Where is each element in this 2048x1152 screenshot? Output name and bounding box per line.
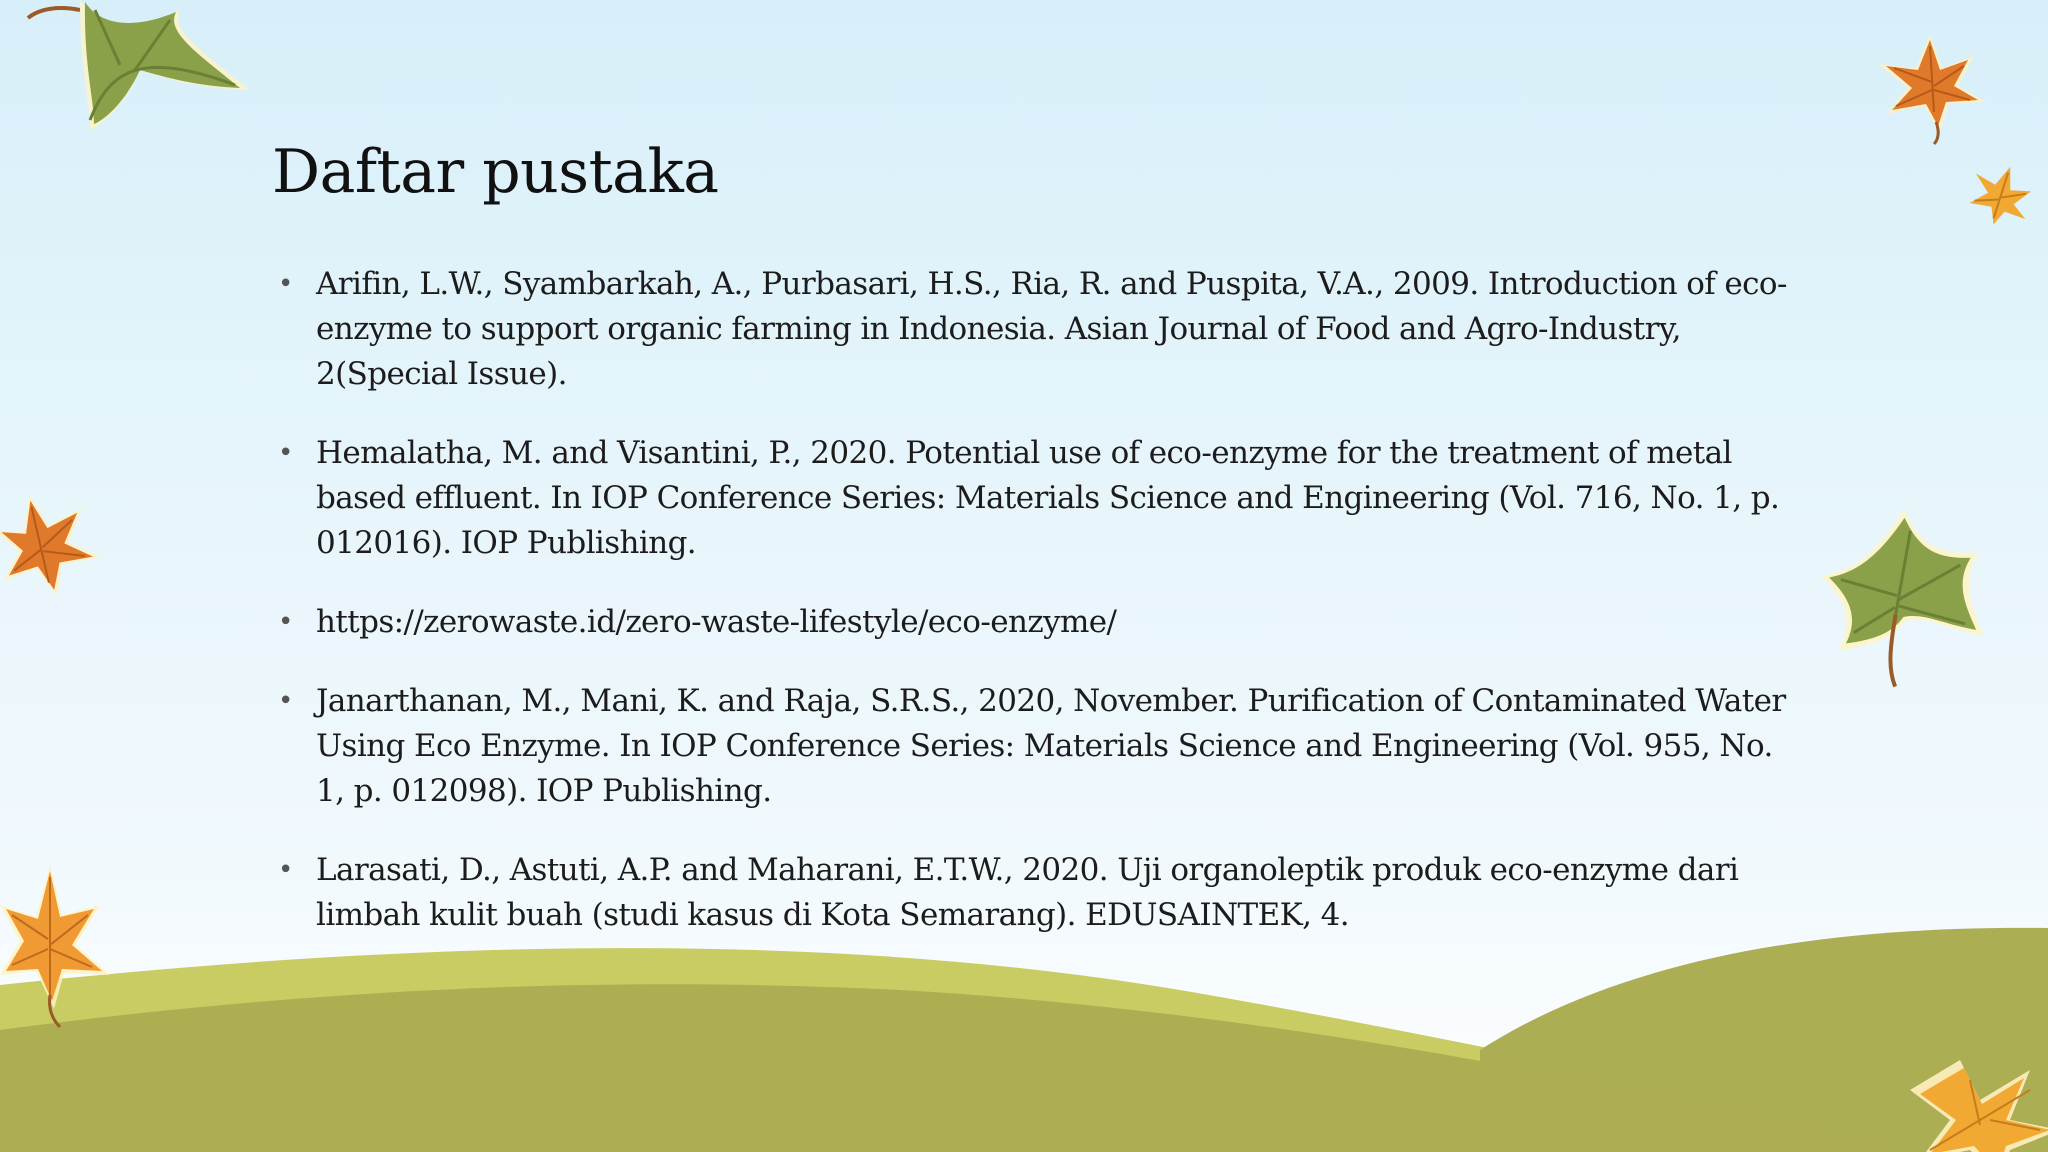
- reference-text: Arifin, L.W., Syambarkah, A., Purbasari, H.S., Ria, R. and Puspita, V.A., 2009. Introduction of eco-enzyme to support organic farming in Indonesia. Asian Journal of Food and Agro-Industry, 2(Special Issue).: [316, 266, 1787, 392]
- yellow-leaf-icon: [1960, 155, 2040, 235]
- bullet-icon: •: [278, 686, 293, 716]
- reference-link[interactable]: https://zerowaste.id/zero-waste-lifestyle/eco-enzyme/: [316, 604, 1117, 640]
- green-leaf-icon: [20, 0, 260, 140]
- reference-text: Hemalatha, M. and Visantini, P., 2020. Potential use of eco-enzyme for the treatment of metal based effluent. In IOP Conference Series: Materials Science and Engineering (Vol. 716, No. 1, p. 012016). IOP Publishing.: [316, 435, 1780, 561]
- green-leaf-icon: [1810, 495, 1990, 695]
- orange-leaf-icon: [0, 480, 100, 610]
- bullet-icon: •: [278, 438, 293, 468]
- reference-text: Larasati, D., Astuti, A.P. and Maharani, E.T.W., 2020. Uji organoleptik produk eco-enzyme dari limbah kulit buah (studi kasus di Kota Semarang). EDUSAINTEK, 4.: [316, 852, 1739, 933]
- slide-title: Daftar pustaka: [272, 137, 719, 207]
- orange-leaf-icon: [0, 845, 120, 1035]
- list-item: [272, 431, 1792, 566]
- list-item: [272, 679, 1792, 814]
- bullet-icon: •: [278, 269, 293, 299]
- yellow-leaf-icon: [1890, 1040, 2048, 1152]
- bullet-icon: •: [278, 607, 293, 637]
- reference-list: [272, 262, 1792, 972]
- list-item: [272, 262, 1792, 397]
- bullet-icon: •: [278, 855, 293, 885]
- reference-text: Janarthanan, M., Mani, K. and Raja, S.R.S., 2020, November. Purification of Contaminated Water Using Eco Enzyme. In IOP Conference Series: Materials Science and Engineering (Vol. 955, No. 1, p. 012098). IOP Publishing.: [316, 683, 1786, 809]
- orange-leaf-icon: [1870, 20, 1990, 150]
- list-item: [272, 848, 1792, 938]
- list-item: [272, 600, 1792, 645]
